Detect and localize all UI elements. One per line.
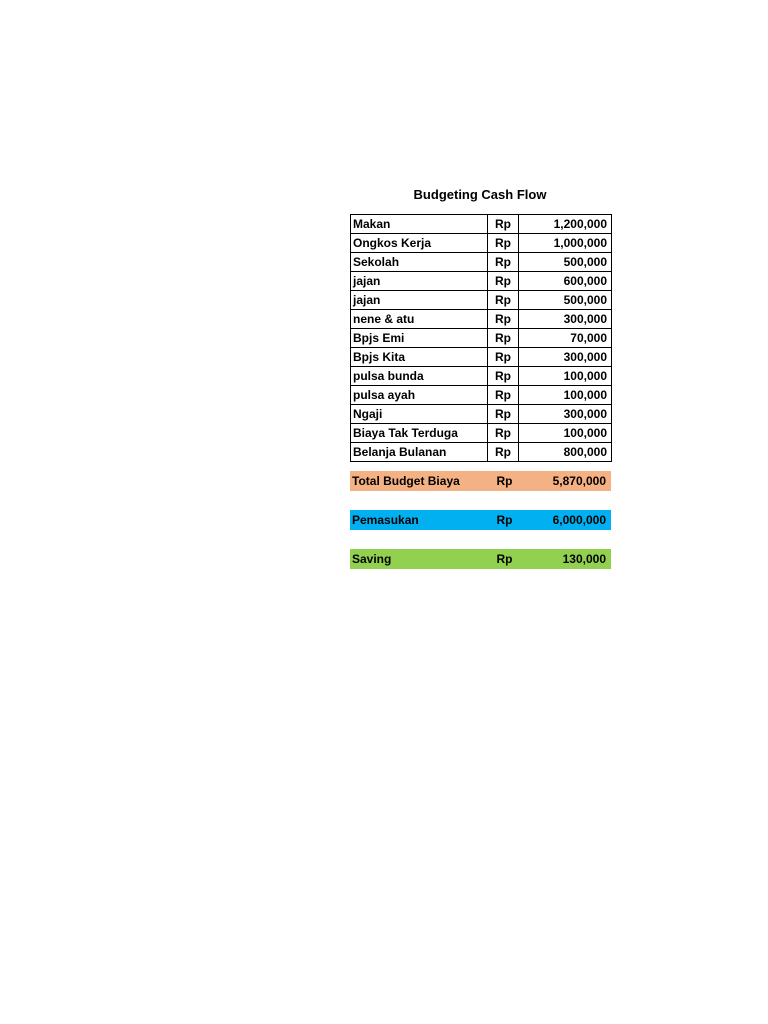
expense-amount: 300,000 [519,310,612,329]
income-amount: 6,000,000 [552,513,606,527]
expense-name: pulsa ayah [351,386,488,405]
table-row [351,367,612,386]
table-row [351,272,612,291]
expense-name: Bpjs Emi [351,329,488,348]
table-row [351,215,612,234]
expense-currency: Rp [488,348,519,367]
saving-row [350,549,611,569]
expense-currency: Rp [488,291,519,310]
saving-currency: Rp [496,552,513,566]
expense-currency: Rp [488,405,519,424]
expense-amount: 70,000 [519,329,612,348]
expense-name: Bpjs Kita [351,348,488,367]
saving-label: Saving [352,552,392,566]
expense-currency: Rp [488,253,519,272]
expense-name: pulsa bunda [351,367,488,386]
expense-currency: Rp [488,386,519,405]
sheet-title: Budgeting Cash Flow [413,187,547,202]
expense-name: Ongkos Kerja [351,234,488,253]
expense-name: jajan [351,272,488,291]
expense-currency: Rp [488,424,519,443]
expense-currency: Rp [488,234,519,253]
table-row [351,443,612,462]
total-budget-label: Total Budget Biaya [352,474,460,488]
expense-amount: 1,200,000 [519,215,612,234]
income-label: Pemasukan [352,513,419,527]
expense-amount: 600,000 [519,272,612,291]
expense-amount: 500,000 [519,291,612,310]
expense-name: nene & atu [351,310,488,329]
table-row [351,253,612,272]
table-row [351,291,612,310]
expense-amount: 300,000 [519,405,612,424]
expense-currency: Rp [488,215,519,234]
total-budget-row [350,471,611,491]
saving-amount: 130,000 [562,552,606,566]
table-row [351,329,612,348]
expense-amount: 800,000 [519,443,612,462]
income-row [350,510,611,530]
table-row [351,310,612,329]
table-row [351,386,612,405]
expense-amount: 100,000 [519,367,612,386]
expense-name: Sekolah [351,253,488,272]
expense-table [350,214,612,462]
expense-currency: Rp [488,367,519,386]
total-budget-currency: Rp [496,474,513,488]
expense-name: Biaya Tak Terduga [351,424,488,443]
table-row [351,234,612,253]
expense-currency: Rp [488,310,519,329]
expense-currency: Rp [488,443,519,462]
expense-currency: Rp [488,329,519,348]
expense-name: Belanja Bulanan [351,443,488,462]
table-row [351,405,612,424]
expense-amount: 100,000 [519,424,612,443]
expense-name: Ngaji [351,405,488,424]
expense-currency: Rp [488,272,519,291]
expense-amount: 300,000 [519,348,612,367]
expense-name: Makan [351,215,488,234]
income-currency: Rp [496,513,513,527]
expense-name: jajan [351,291,488,310]
total-budget-amount: 5,870,000 [552,474,606,488]
table-row [351,348,612,367]
expense-amount: 500,000 [519,253,612,272]
table-row [351,424,612,443]
expense-amount: 1,000,000 [519,234,612,253]
expense-amount: 100,000 [519,386,612,405]
